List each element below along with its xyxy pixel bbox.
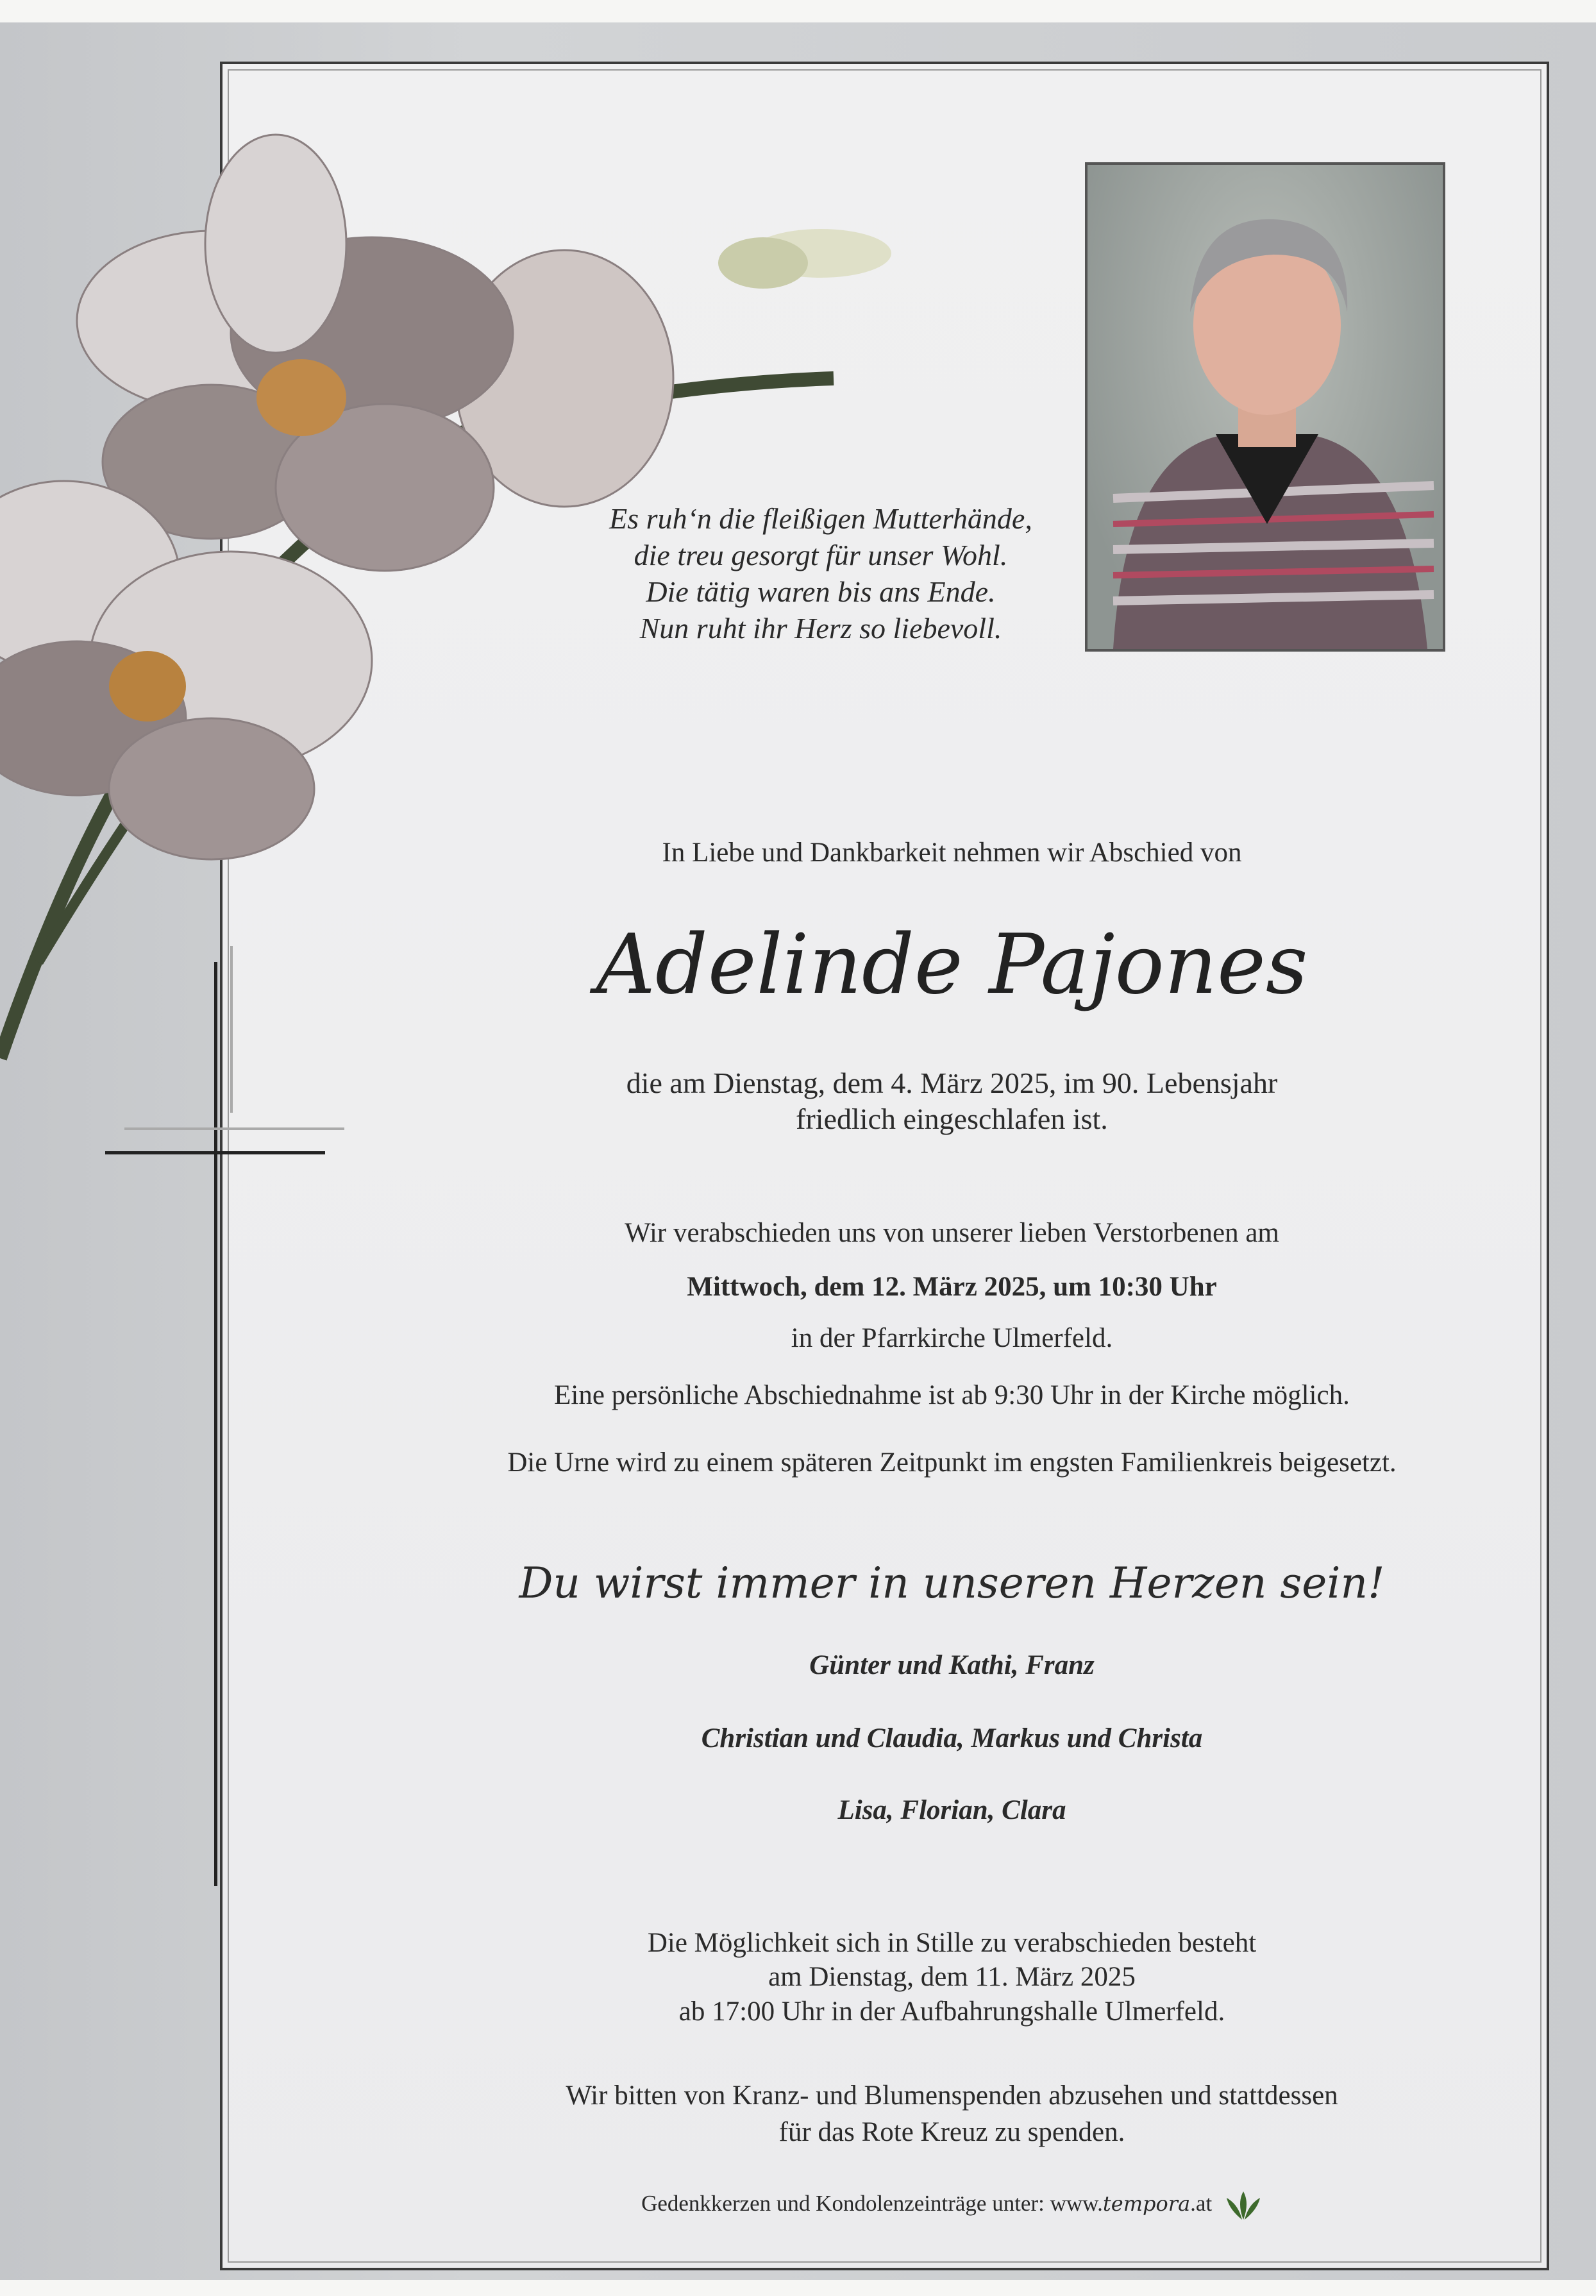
family-line: Christian und Claudia, Markus und Christa — [701, 1723, 1203, 1753]
funeral-date: Mittwoch, dem 12. März 2025, um 10:30 Uhr — [687, 1272, 1217, 1302]
funeral-place: in der Pfarrkirche Ulmerfeld. — [791, 1323, 1113, 1353]
motto: Du wirst immer in unseren Herzen sein! — [519, 1558, 1385, 1608]
family-line: Günter und Kathi, Franz — [809, 1650, 1095, 1680]
leaf-logo-icon — [1224, 2190, 1263, 2221]
poem-line: Die tätig waren bis ans Ende. — [646, 575, 996, 608]
funeral-intro: Wir verabschieden uns von unserer lieben Verstorbenen am — [625, 1218, 1279, 1248]
footer — [0, 2190, 1596, 2221]
poem-line: Es ruh‘n die fleißigen Mutterhände, — [609, 502, 1032, 535]
footer-text: Gedenkkerzen und Kondolenzeinträge unter: www. — [641, 2191, 1103, 2216]
poem-line: die treu gesorgt für unser Wohl. — [634, 539, 1008, 571]
viewing-line: ab 17:00 Uhr in der Aufbahrungshalle Ulmerfeld. — [678, 1996, 1225, 2027]
family-line: Lisa, Florian, Clara — [837, 1795, 1066, 1825]
viewing-line: Die Möglichkeit sich in Stille zu verabschieden besteht — [647, 1928, 1257, 1958]
farewell-note: Eine persönliche Abschiednahme ist ab 9:30 Uhr in der Kirche möglich. — [554, 1380, 1350, 1410]
viewing-line: am Dienstag, dem 11. März 2025 — [768, 1962, 1136, 1992]
poem — [513, 500, 1129, 646]
urn-note: Die Urne wird zu einem späteren Zeitpunkt im engsten Familienkreis beigesetzt. — [507, 1448, 1397, 1478]
portrait-photo — [1085, 162, 1445, 652]
donation-line: Wir bitten von Kranz- und Blumenspenden abzusehen und stattdessen — [566, 2081, 1338, 2111]
footer-tld: .at — [1190, 2191, 1213, 2216]
donation-line: für das Rote Kreuz zu spenden. — [778, 2117, 1125, 2147]
death-line: friedlich eingeschlafen ist. — [796, 1102, 1108, 1135]
poem-line: Nun ruht ihr Herz so liebevoll. — [639, 612, 1002, 645]
deceased-name: Adelinde Pajones — [596, 917, 1308, 1013]
footer-brand[interactable]: tempora — [1102, 2191, 1191, 2216]
intro-text: In Liebe und Dankbarkeit nehmen wir Abschied von — [662, 838, 1242, 868]
death-line: die am Dienstag, dem 4. März 2025, im 90. Lebensjahr — [626, 1067, 1278, 1099]
